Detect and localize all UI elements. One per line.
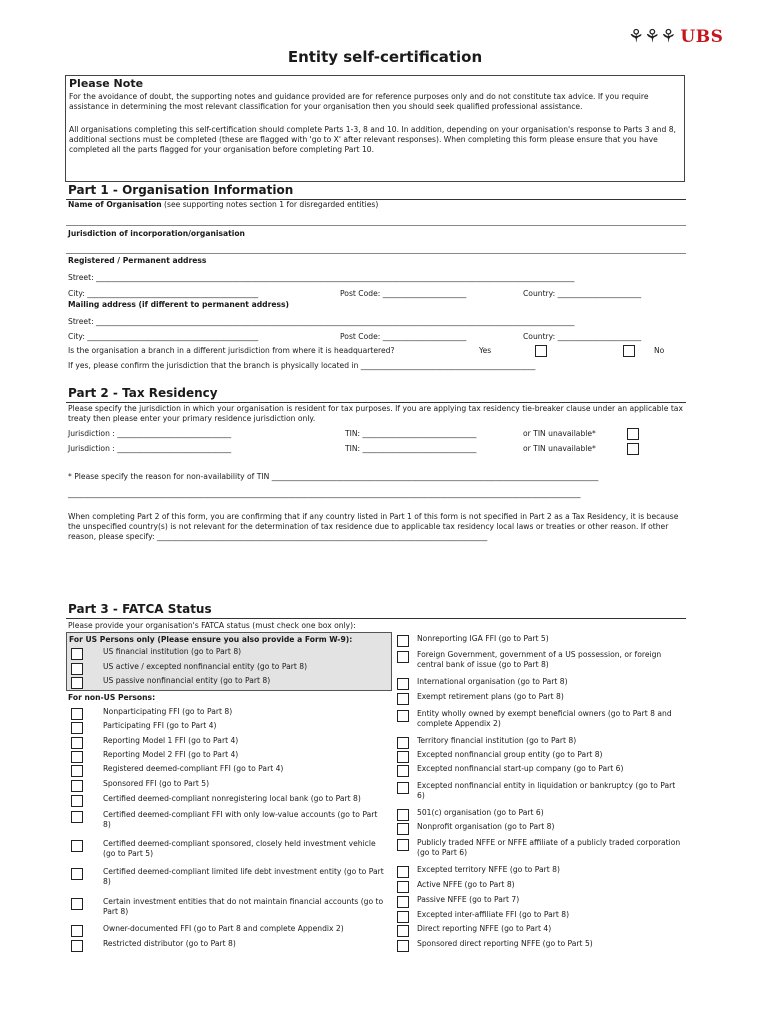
nonus-status-13-checkbox[interactable] (71, 940, 83, 952)
branch-no-checkbox[interactable] (623, 345, 635, 357)
part3-heading: Part 3 - FATCA Status (68, 602, 212, 616)
other-status-16-checkbox[interactable] (397, 911, 409, 923)
org-name-label: Name of Organisation (68, 200, 162, 209)
other-status-7-checkbox[interactable] (397, 751, 409, 763)
other-status-10-checkbox[interactable] (397, 809, 409, 821)
registered-postcode-field[interactable]: Post Code: ______________________ (340, 289, 467, 298)
jurisdiction-field[interactable] (66, 253, 686, 254)
other-status-6-label: Territory financial institution (go to Part 8) (417, 736, 577, 745)
other-status-12-checkbox[interactable] (397, 839, 409, 851)
other-status-9-label: Excepted nonfinancial entity in liquidation or bankruptcy (go to Part 6) (417, 781, 676, 800)
nonus-status-12-label: Owner-documented FFI (go to Part 8 and complete Appendix 2) (103, 924, 344, 933)
nonus-status-3-label: Reporting Model 1 FFI (go to Part 4) (103, 736, 239, 745)
tin-2-field[interactable]: TIN: ______________________________ (345, 444, 477, 453)
other-status-1-label: Nonreporting IGA FFI (go to Part 5) (417, 634, 549, 643)
nonus-status-12-checkbox[interactable] (71, 925, 83, 937)
mailing-street-field[interactable]: Street: ______________________________________________________________________________________________________________________________ (68, 317, 575, 326)
registered-city-field[interactable]: City: _____________________________________________ (68, 289, 259, 298)
registered-country-field[interactable]: Country: ______________________ (523, 289, 642, 298)
other-status-15-checkbox[interactable] (397, 896, 409, 908)
branch-yes-label: Yes (479, 346, 492, 355)
tin-reason-field[interactable]: * Please specify the reason for non-availability of TIN ______________________________________________________________________________________ (68, 472, 599, 481)
other-status-11-checkbox[interactable] (397, 823, 409, 835)
other-status-2-checkbox[interactable] (397, 651, 409, 663)
nonus-status-4-label: Reporting Model 2 FFI (go to Part 4) (103, 750, 239, 759)
nonus-status-10-checkbox[interactable] (71, 868, 83, 880)
nonus-status-9-label: Certified deemed-compliant sponsored, closely held investment vehicle (go to Part 5) (103, 839, 376, 858)
nonus-status-6-label: Sponsored FFI (go to Part 5) (103, 779, 210, 788)
other-status-11-label: Nonprofit organisation (go to Part 8) (417, 822, 555, 831)
other-status-18-label: Sponsored direct reporting NFFE (go to Part 5) (417, 939, 593, 948)
us-status-3-checkbox[interactable] (71, 677, 83, 689)
nonus-status-2-label: Participating FFI (go to Part 4) (103, 721, 217, 730)
org-name-field[interactable] (66, 225, 686, 226)
branch-question: Is the organisation a branch in a different jurisdiction from where it is headquartered? (68, 346, 395, 355)
other-status-8-label: Excepted nonfinancial start-up company (go to Part 6) (417, 764, 624, 773)
part1-heading: Part 1 - Organisation Information (68, 183, 294, 197)
nonus-status-1-label: Nonparticipating FFI (go to Part 8) (103, 707, 233, 716)
tin-1-unavailable-label: or TIN unavailable* (523, 429, 596, 438)
other-status-12-label: Publicly traded NFFE or NFFE affiliate of a publicly traded corporation (go to Part 6) (417, 838, 681, 857)
nonus-status-5-label: Registered deemed-compliant FFI (go to Part 4) (103, 764, 284, 773)
tin-2-unavailable-label: or TIN unavailable* (523, 444, 596, 453)
us-status-3-label: US passive nonfinancial entity (go to Part 8) (103, 676, 271, 685)
tax-jurisdiction-1-field[interactable]: Jurisdiction : ______________________________ (68, 429, 232, 438)
us-status-1-checkbox[interactable] (71, 648, 83, 660)
nonus-status-13-label: Restricted distributor (go to Part 8) (103, 939, 236, 948)
us-status-1-label: US financial institution (go to Part 8) (103, 647, 242, 656)
other-status-14-label: Active NFFE (go to Part 8) (417, 880, 515, 889)
tin-1-field[interactable]: TIN: ______________________________ (345, 429, 477, 438)
nonus-status-7-label: Certified deemed-compliant nonregistering local bank (go to Part 8) (103, 794, 361, 803)
other-status-9-checkbox[interactable] (397, 782, 409, 794)
nonus-status-1-checkbox[interactable] (71, 708, 83, 720)
tin-2-unavailable-checkbox[interactable] (627, 443, 639, 455)
us-status-2-label: US active / excepted nonfinancial entity (go to Part 8) (103, 662, 308, 671)
other-status-3-checkbox[interactable] (397, 678, 409, 690)
other-status-13-label: Excepted territory NFFE (go to Part 8) (417, 865, 560, 874)
other-status-10-label: 501(c) organisation (go to Part 6) (417, 808, 544, 817)
other-status-5-label: Entity wholly owned by exempt beneficial owners (go to Part 8 and complete Appendix 2) (417, 709, 672, 728)
other-status-2-label: Foreign Government, government of a US possession, or foreign central bank of issue (go to Part 8) (417, 650, 662, 669)
other-status-17-checkbox[interactable] (397, 925, 409, 937)
other-status-7-label: Excepted nonfinancial group entity (go to Part 8) (417, 750, 603, 759)
other-status-3-label: International organisation (go to Part 8) (417, 677, 568, 686)
org-name-row (68, 200, 378, 210)
org-name-note: (see supporting notes section 1 for disregarded entities) (164, 200, 379, 209)
nonus-status-8-label: Certified deemed-compliant FFI with only low-value accounts (go to Part 8) (103, 810, 378, 829)
non-us-persons-heading: For non-US Persons: (68, 693, 156, 702)
nonus-status-2-checkbox[interactable] (71, 722, 83, 734)
registered-street-field[interactable]: Street: ______________________________________________________________________________________________________________________________ (68, 273, 575, 282)
other-status-14-checkbox[interactable] (397, 881, 409, 893)
mailing-address-label: Mailing address (if different to permanent address) (68, 300, 289, 309)
other-status-4-label: Exempt retirement plans (go to Part 8) (417, 692, 564, 701)
other-status-17-label: Direct reporting NFFE (go to Part 4) (417, 924, 552, 933)
part2-heading: Part 2 - Tax Residency (68, 386, 218, 400)
other-status-8-checkbox[interactable] (397, 765, 409, 777)
nonus-status-7-checkbox[interactable] (71, 795, 83, 807)
nonus-status-11-label: Certain investment entities that do not maintain financial accounts (go to Part 8) (103, 897, 384, 916)
ubs-logo (628, 27, 723, 47)
other-status-5-checkbox[interactable] (397, 710, 409, 722)
branch-yes-checkbox[interactable] (535, 345, 547, 357)
nonus-status-8-checkbox[interactable] (71, 811, 83, 823)
part2-confirm-text: When completing Part 2 of this form, you are confirming that if any country listed in Part 1 of this form is not specified in Part 2 as a Tax Residency, it is because the unspecified country(s) is not relevant for the determination of tax residence due to applicable tax residency local laws or treaties or other reason. If other reason, please specify: _______________________________________________________________________________________ (68, 512, 679, 541)
keys-logo-icon: ⚘⚘⚘ (628, 26, 677, 47)
part3-rule (66, 618, 686, 619)
nonus-status-6-checkbox[interactable] (71, 780, 83, 792)
branch-no-label: No (654, 346, 665, 355)
mailing-postcode-field[interactable]: Post Code: ______________________ (340, 332, 467, 341)
nonus-status-4-checkbox[interactable] (71, 751, 83, 763)
page-title: Entity self-certification (287, 48, 483, 66)
part2-rule (66, 402, 686, 403)
part3-intro: Please provide your organisation's FATCA status (must check one box only): (68, 621, 356, 630)
please-note-p2: All organisations completing this self-certification should complete Parts 1-3, 8 and 10. In addition, depending on your organisation's response to Parts 3 and 8, additional sections must be completed (these are flagged with 'go to X' after relevant responses). When completing this form please ensure that you have completed all the parts flagged for your organisation before completing Part 10. (69, 125, 676, 154)
other-status-6-checkbox[interactable] (397, 737, 409, 749)
nonus-status-5-checkbox[interactable] (71, 765, 83, 777)
tin-reason-line[interactable]: _______________________________________________________________________________________________________________________________________ (68, 489, 581, 498)
us-status-2-checkbox[interactable] (71, 663, 83, 675)
tax-jurisdiction-2-field[interactable]: Jurisdiction : ______________________________ (68, 444, 232, 453)
please-note-heading: Please Note (69, 77, 144, 90)
nonus-status-3-checkbox[interactable] (71, 737, 83, 749)
nonus-status-10-label: Certified deemed-compliant limited life debt investment entity (go to Part 8) (103, 867, 384, 886)
nonus-status-9-checkbox[interactable] (71, 840, 83, 852)
other-status-1-checkbox[interactable] (397, 635, 409, 647)
part2-intro: Please specify the jurisdiction in which your organisation is resident for tax purposes. If you are applying tax residency tie-breaker clause under an applicable tax treaty then please enter your primary residence jurisdiction only. (68, 404, 683, 423)
branch-jurisdiction-field[interactable]: If yes, please confirm the jurisdiction that the branch is physically located in ______________________________________________ (68, 361, 536, 370)
tin-1-unavailable-checkbox[interactable] (627, 428, 639, 440)
other-status-16-label: Excepted inter-affiliate FFI (go to Part 8) (417, 910, 570, 919)
please-note-p1: For the avoidance of doubt, the supporting notes and guidance provided are for reference purposes only and do not constitute tax advice. If you require assistance in determining the most relevant classification for your organisation then you should seek qualified professional assistance. (69, 92, 649, 111)
logo-text: UBS (680, 27, 724, 47)
nonus-status-11-checkbox[interactable] (71, 898, 83, 910)
other-status-18-checkbox[interactable] (397, 940, 409, 952)
mailing-country-field[interactable]: Country: ______________________ (523, 332, 642, 341)
mailing-city-field[interactable]: City: _____________________________________________ (68, 332, 259, 341)
other-status-13-checkbox[interactable] (397, 866, 409, 878)
registered-address-label: Registered / Permanent address (68, 256, 207, 265)
jurisdiction-label: Jurisdiction of incorporation/organisation (68, 229, 245, 238)
other-status-4-checkbox[interactable] (397, 693, 409, 705)
us-persons-heading: For US Persons only (Please ensure you also provide a Form W-9): (69, 635, 353, 644)
other-status-15-label: Passive NFFE (go to Part 7) (417, 895, 520, 904)
